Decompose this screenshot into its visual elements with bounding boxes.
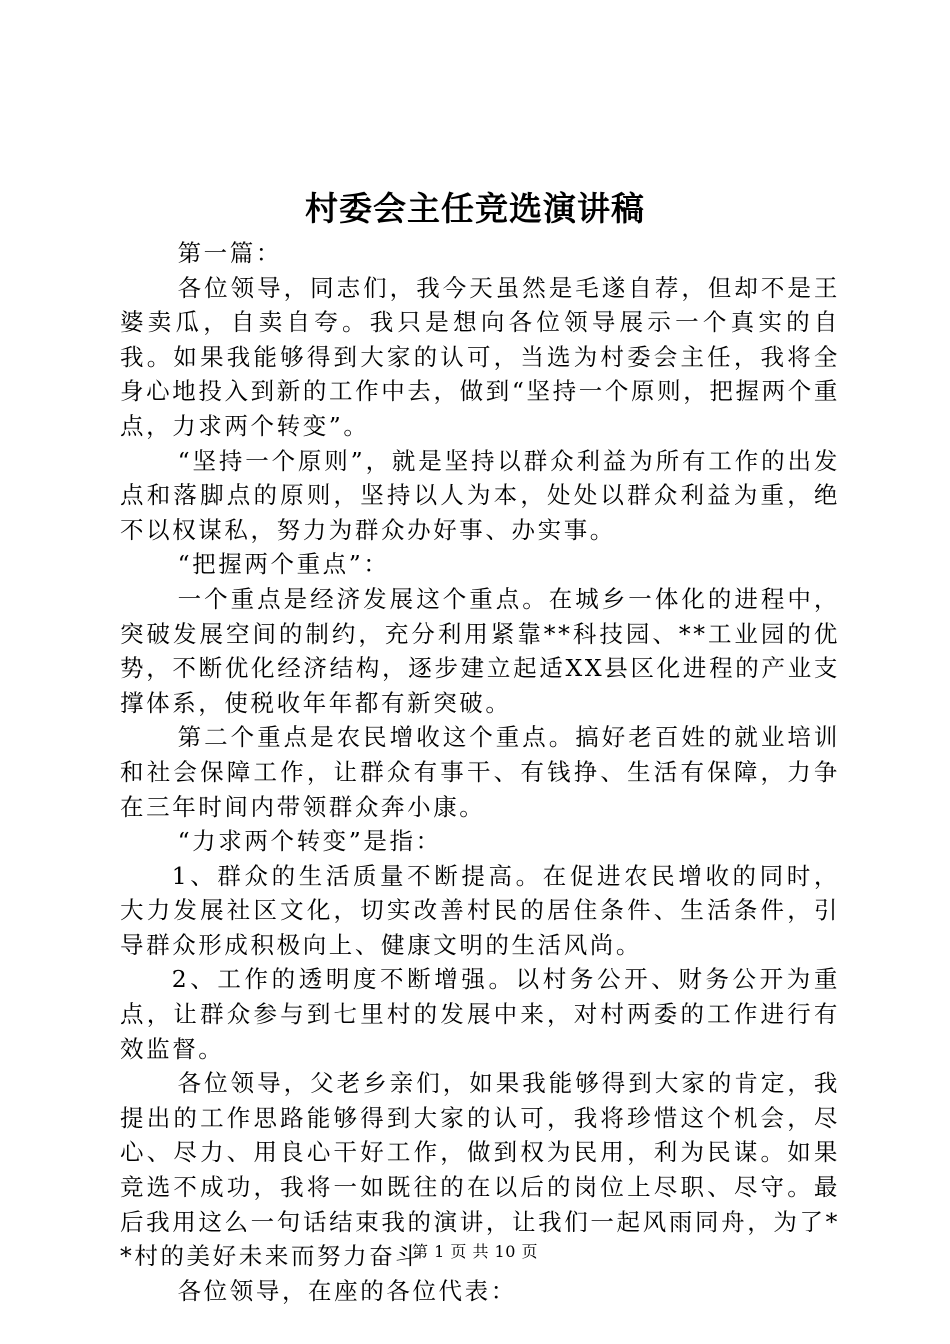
paragraph-change-one: 1、群众的生活质量不断提高。在促进农民增收的同时，大力发展社区文化，切实改善村民的居住条件、生活条件，引导群众形成积极向上、健康文明的生活风尚。 xyxy=(120,861,840,959)
document-body xyxy=(120,236,840,1308)
page-number-footer: 第 1 页 共 10 页 xyxy=(412,1242,538,1261)
paragraph-closing: 各位领导，父老乡亲们，如果我能够得到大家的肯定，我提出的工作思路能够得到大家的认可，我将珍惜这个机会，尽心、尽力、用良心干好工作，做到权为民用，利为民谋。如果竞选不成功，我将一如既往的在以后的岗位上尽职、尽守。最后我用这么一句话结束我的演讲，让我们一起风雨同舟，为了**村的美好未来而努力奋斗 xyxy=(120,1069,840,1271)
paragraph-principle: “坚持一个原则”，就是坚持以群众利益为所有工作的出发点和落脚点的原则，坚持以人为本，处处以群众利益为重，绝不以权谋私，努力为群众办好事、办实事。 xyxy=(120,446,840,544)
document-title: 村委会主任竞选演讲稿 xyxy=(305,189,645,228)
paragraph-section-label: 第一篇： xyxy=(177,239,282,267)
paragraph-focus-one: 一个重点是经济发展这个重点。在城乡一体化的进程中，突破发展空间的制约，充分利用紧靠**科技园、**工业园的优势，不断优化经济结构，逐步建立起适XX县区化进程的产业支撑体系，使税收年年都有新突破。 xyxy=(120,584,840,717)
paragraph-focus-two: 第二个重点是农民增收这个重点。搞好老百姓的就业培训和社会保障工作，让群众有事干、有钱挣、生活有保障，力争在三年时间内带领群众奔小康。 xyxy=(120,723,840,821)
paragraph-opening: 各位领导，同志们，我今天虽然是毛遂自荐，但却不是王婆卖瓜，自卖自夸。我只是想向各位领导展示一个真实的自我。如果我能够得到大家的认可，当选为村委会主任，我将全身心地投入到新的工作中去，做到“坚持一个原则，把握两个重点，力求两个转变”。 xyxy=(120,273,840,440)
paragraph-change-two: 2、工作的透明度不断增强。以村务公开、财务公开为重点，让群众参与到七里村的发展中来，对村两委的工作进行有效监督。 xyxy=(120,965,840,1063)
paragraph-two-focus-heading: “把握两个重点”： xyxy=(177,550,390,579)
paragraph-two-changes-heading: “力求两个转变”是指： xyxy=(177,827,442,856)
paragraph-greeting: 各位领导，在座的各位代表： xyxy=(177,1276,517,1305)
